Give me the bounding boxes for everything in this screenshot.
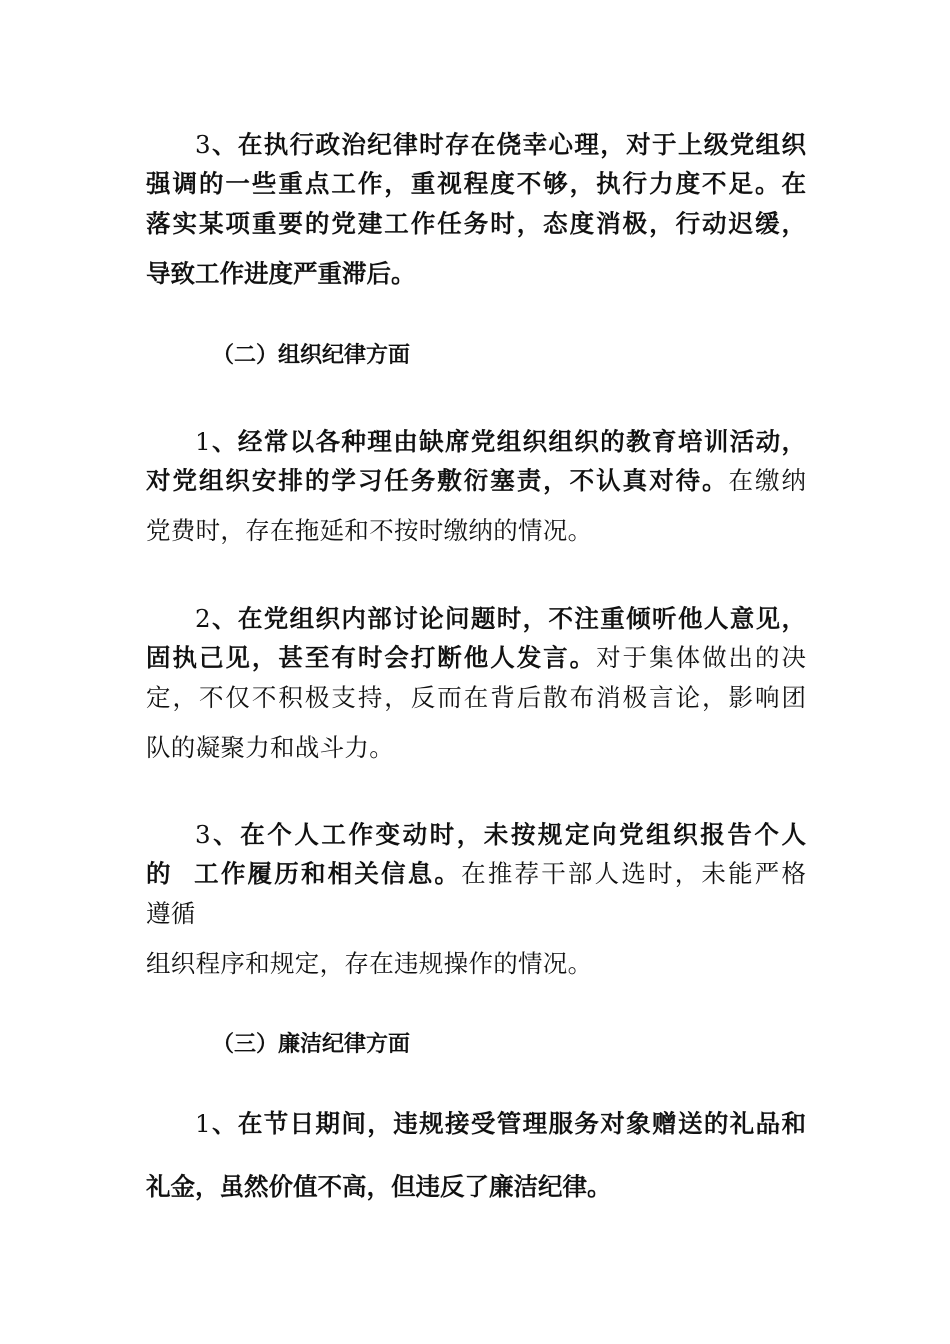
para4-line2-bold: 的 工作履历和相关信息。 — [146, 859, 462, 888]
para3-line1-text: 、在党组织内部讨论问题时，不注重倾听他人意见， — [210, 604, 806, 633]
para4-number: 3 — [195, 820, 211, 849]
para3-line2 — [146, 643, 806, 673]
para1-number: 3 — [195, 130, 211, 159]
para2-line2-bold: 对党组织安排的学习任务敷衍塞责，不认真对待。 — [146, 466, 729, 495]
para2-number: 1 — [195, 427, 211, 456]
para3-number: 2 — [195, 604, 211, 633]
para3-line2-regular: 对于集体做出的决 — [596, 643, 807, 672]
para3-line1 — [195, 604, 806, 634]
para4-line1 — [195, 820, 806, 850]
para4-line1-text: 、在个人工作变动时，未按规定向党组织报告个人 — [210, 820, 806, 849]
para2-line2 — [146, 466, 806, 496]
para2-line1 — [195, 427, 806, 457]
para1-line2: 强调的一些重点工作，重视程度不够，执行力度不足。在 — [146, 169, 806, 198]
para4-line4: 组织程序和规定，存在违规操作的情况。 — [146, 949, 593, 978]
para3-line2-bold: 固执己见，甚至有时会打断他人发言。 — [146, 643, 597, 672]
para2-line3: 党费时，存在拖延和不按时缴纳的情况。 — [146, 516, 593, 545]
para3-line3: 定，不仅不积极支持，反而在背后散布消极言论，影响团 — [146, 683, 806, 712]
section-heading-organization: （二）组织纪律方面 — [212, 343, 411, 368]
para4-line2 — [146, 859, 806, 889]
para1-line3: 落实某项重要的党建工作任务时，态度消极，行动迟缓， — [146, 209, 806, 238]
para3-line4: 队的凝聚力和战斗力。 — [146, 733, 394, 762]
para1-line1 — [195, 130, 806, 160]
para1-line4: 导致工作进度严重滞后。 — [146, 259, 416, 288]
para4-line3: 遵循 — [146, 899, 196, 928]
para2-line1-text: 、经常以各种理由缺席党组织组织的教育培训活动， — [210, 427, 806, 456]
para4-line2-regular: 在推荐干部人选时，未能严格 — [461, 859, 807, 888]
para5-line2: 礼金，虽然价值不高，但违反了廉洁纪律。 — [146, 1172, 612, 1201]
para1-line1-text: 、在执行政治纪律时存在侥幸心理，对于上级党组织 — [210, 130, 806, 159]
para5-number: 1 — [195, 1109, 211, 1138]
section-heading-integrity: （三）廉洁纪律方面 — [212, 1032, 411, 1057]
para5-line1-text: 、在节日期间，违规接受管理服务对象赠送的礼品和 — [210, 1109, 806, 1138]
para5-line1 — [195, 1109, 806, 1139]
para2-line2-regular: 在缴纳 — [728, 466, 807, 495]
